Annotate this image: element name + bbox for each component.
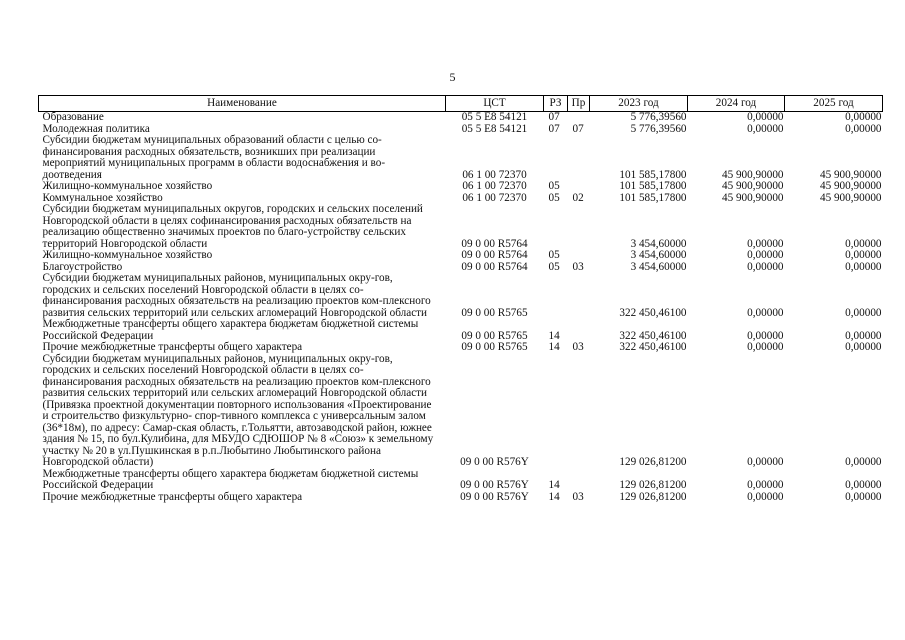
row-cst-cell: 06 1 00 72370 xyxy=(462,180,527,192)
row-cst-cell: 09 0 00 R5764 xyxy=(461,249,528,261)
table-row xyxy=(39,273,883,319)
row-name-cell: Межбюджетные трансферты общего характера бюджетам бюджетной системы Российской Федерации xyxy=(42,467,419,491)
table-row xyxy=(39,250,883,262)
row-2023-cell: 129 026,81200 xyxy=(619,456,687,468)
row-cst-cell: 05 5 E8 54121 xyxy=(461,111,528,123)
table-row xyxy=(39,112,883,124)
row-2025-cell: 0,00000 xyxy=(845,260,882,273)
row-name-cell: Образование xyxy=(42,111,104,123)
table-body xyxy=(39,112,883,504)
row-rz-cell: 05 xyxy=(548,180,560,192)
row-2025-cell: 45 900,90000 xyxy=(819,180,882,192)
row-rz-cell xyxy=(544,273,568,319)
row-2023-cell: 3 454,60000 xyxy=(630,260,687,273)
row-rz-cell xyxy=(544,354,568,469)
row-name-cell: Прочие межбюджетные трансферты общего характера xyxy=(42,490,303,503)
row-2025-cell: 0,00000 xyxy=(845,329,882,342)
row-2025-cell: 45 900,90000 xyxy=(819,191,882,204)
row-2023-cell: 101 585,17800 xyxy=(619,180,687,192)
row-cst-cell: 09 0 00 R576Y xyxy=(460,479,529,491)
row-2024-cell: 0,00000 xyxy=(747,122,784,135)
row-pr-cell: 03 xyxy=(572,341,584,353)
row-2025-cell: 0,00000 xyxy=(845,479,882,491)
row-2024-cell: 0,00000 xyxy=(747,237,784,250)
table-row xyxy=(39,181,883,193)
table-row xyxy=(39,135,883,181)
column-header-pr: Пр xyxy=(568,96,590,112)
row-cst-cell: 06 1 00 72370 xyxy=(462,191,527,204)
table-row xyxy=(39,469,883,492)
table-row xyxy=(39,492,883,504)
row-2025-cell: 45 900,90000 xyxy=(819,168,882,181)
row-cst-cell: 09 0 00 R576Y xyxy=(460,456,529,468)
row-2023-cell: 3 454,60000 xyxy=(630,249,687,261)
row-name-cell: Жилищно-коммунальное хозяйство xyxy=(42,249,213,261)
row-pr-cell xyxy=(568,319,590,342)
row-2024-cell: 0,00000 xyxy=(747,329,784,342)
row-2024-cell: 0,00000 xyxy=(747,249,784,261)
row-2025-cell: 0,00000 xyxy=(845,306,882,319)
row-rz-cell: 05 xyxy=(548,249,560,261)
row-cst-cell: 09 0 00 R5765 xyxy=(461,341,528,353)
row-pr-cell: 02 xyxy=(572,191,584,204)
row-2023-cell: 3 454,60000 xyxy=(630,237,687,250)
row-rz-cell: 14 xyxy=(548,479,560,491)
row-2025-cell: 0,00000 xyxy=(845,249,882,261)
row-pr-cell: 07 xyxy=(572,122,584,135)
row-2024-cell: 0,00000 xyxy=(747,341,784,353)
table-row xyxy=(39,342,883,354)
row-pr-cell xyxy=(568,135,590,181)
row-2024-cell: 45 900,90000 xyxy=(721,180,784,192)
row-name-cell: Прочие межбюджетные трансферты общего характера xyxy=(42,341,303,353)
row-rz-cell: 14 xyxy=(548,341,560,353)
row-name-cell: Молодежная политика xyxy=(42,122,150,135)
row-2023-cell: 322 450,46100 xyxy=(619,341,687,353)
row-2025-cell: 0,00000 xyxy=(845,490,882,503)
row-2024-cell: 0,00000 xyxy=(747,260,784,273)
column-header-rz: РЗ xyxy=(544,96,568,112)
row-2024-cell: 0,00000 xyxy=(747,111,784,123)
row-name-cell: Субсидии бюджетам муниципальных районов, муниципальных окру-гов, городских и сельских поселений Новгородской области в целях со-финансирования расходных обязательств на реализацию проектов ком-плексного развития сельских территорий или сельских агломераций Новгородской области xyxy=(42,272,431,319)
row-cst-cell: 09 0 00 R5765 xyxy=(461,329,528,342)
row-pr-cell xyxy=(568,273,590,319)
table-row xyxy=(39,354,883,469)
column-header-cst: ЦСТ xyxy=(446,96,544,112)
row-2023-cell: 5 776,39560 xyxy=(630,122,687,135)
table-header xyxy=(39,96,883,112)
table-row xyxy=(39,204,883,250)
row-cst-cell: 09 0 00 R576Y xyxy=(460,490,529,503)
row-pr-cell: 03 xyxy=(572,490,584,503)
row-2023-cell: 101 585,17800 xyxy=(619,168,687,181)
row-2023-cell: 101 585,17800 xyxy=(619,191,687,204)
row-2025-cell: 0,00000 xyxy=(845,111,882,123)
row-pr-cell xyxy=(568,112,590,124)
row-2023-cell: 322 450,46100 xyxy=(619,329,687,342)
row-name-cell: Коммунальное хозяйство xyxy=(42,191,163,204)
row-name-cell: Жилищно-коммунальное хозяйство xyxy=(42,180,213,192)
header-row xyxy=(39,96,883,112)
row-name-cell: Субсидии бюджетам муниципальных районов, муниципальных окру-гов, городских и сельских поселений Новгородской области в целях со-финансирования расходных обязательств на реализацию проектов ком-плексного развития сельских территорий или сельских агломераций Новгородской области (Привязка проектной документации повторного использования «Проектирование и строительство физкультурно- спор-тивного комплекса с универсальным залом (36*18м), по адресу: Самар-ская область, г.Тольятти, автозаводской район, южнее здания № 15, по бул.Кулибина, для МБУДО СДЮШОР № 8 «Союз» к земельному участку № 20 в ул.Пушкинская в р.п.Любытино Любытинского района Новгородской области) xyxy=(42,352,434,468)
row-2023-cell: 129 026,81200 xyxy=(619,479,687,491)
budget-table xyxy=(38,95,883,503)
column-header-name: Наименование xyxy=(39,96,446,112)
row-pr-cell xyxy=(568,469,590,492)
row-2024-cell: 0,00000 xyxy=(747,490,784,503)
row-2023-cell: 322 450,46100 xyxy=(619,306,687,319)
row-rz-cell: 05 xyxy=(548,260,560,273)
row-name-cell: Субсидии бюджетам муниципальных образований области с целью со-финансирования расходных обязательств, возникших при реализации мероприятий муниципальных программ в области водоснабжения и во-доотведения xyxy=(42,134,386,181)
row-rz-cell: 05 xyxy=(548,191,560,204)
table-row xyxy=(39,319,883,342)
row-rz-cell xyxy=(544,135,568,181)
row-2024-cell: 45 900,90000 xyxy=(721,191,784,204)
row-2024-cell: 0,00000 xyxy=(747,479,784,491)
row-2023-cell: 129 026,81200 xyxy=(619,490,687,503)
row-cst-cell: 09 0 00 R5765 xyxy=(461,306,528,319)
row-rz-cell: 07 xyxy=(548,111,560,123)
row-name-cell: Субсидии бюджетам муниципальных округов, городских и сельских поселений Новгородской области в целях софинансирования расходных обязательств на реализацию общественно значимых проектов по благо-устройству сельских территорий Новгородской области xyxy=(42,203,423,250)
row-2024-cell: 0,00000 xyxy=(747,306,784,319)
row-2024-cell: 45 900,90000 xyxy=(721,168,784,181)
row-rz-cell: 07 xyxy=(548,122,560,135)
page-number: 5 xyxy=(449,70,456,84)
column-header-2025: 2025 год xyxy=(785,96,883,112)
row-pr-cell xyxy=(568,354,590,469)
row-name-cell: Благоустройство xyxy=(42,260,123,273)
row-cst-cell: 09 0 00 R5764 xyxy=(461,237,528,250)
row-pr-cell xyxy=(568,204,590,250)
row-2025-cell: 0,00000 xyxy=(845,122,882,135)
row-cst-cell: 05 5 E8 54121 xyxy=(461,122,528,135)
row-cst-cell: 09 0 00 R5764 xyxy=(461,260,528,273)
row-pr-cell: 03 xyxy=(572,260,584,273)
row-2025-cell: 0,00000 xyxy=(845,456,882,468)
row-pr-cell xyxy=(568,181,590,193)
row-2025-cell: 0,00000 xyxy=(845,237,882,250)
row-rz-cell: 14 xyxy=(548,329,560,342)
row-name-cell: Межбюджетные трансферты общего характера бюджетам бюджетной системы Российской Федерации xyxy=(42,318,419,342)
row-rz-cell: 14 xyxy=(548,490,560,503)
row-cst-cell: 06 1 00 72370 xyxy=(462,168,527,181)
row-2025-cell: 0,00000 xyxy=(845,341,882,353)
row-rz-cell xyxy=(544,204,568,250)
row-2023-cell: 5 776,39560 xyxy=(630,111,687,123)
row-2024-cell: 0,00000 xyxy=(747,456,784,468)
row-pr-cell xyxy=(568,250,590,262)
column-header-2023: 2023 год xyxy=(590,96,688,112)
column-header-2024: 2024 год xyxy=(688,96,785,112)
